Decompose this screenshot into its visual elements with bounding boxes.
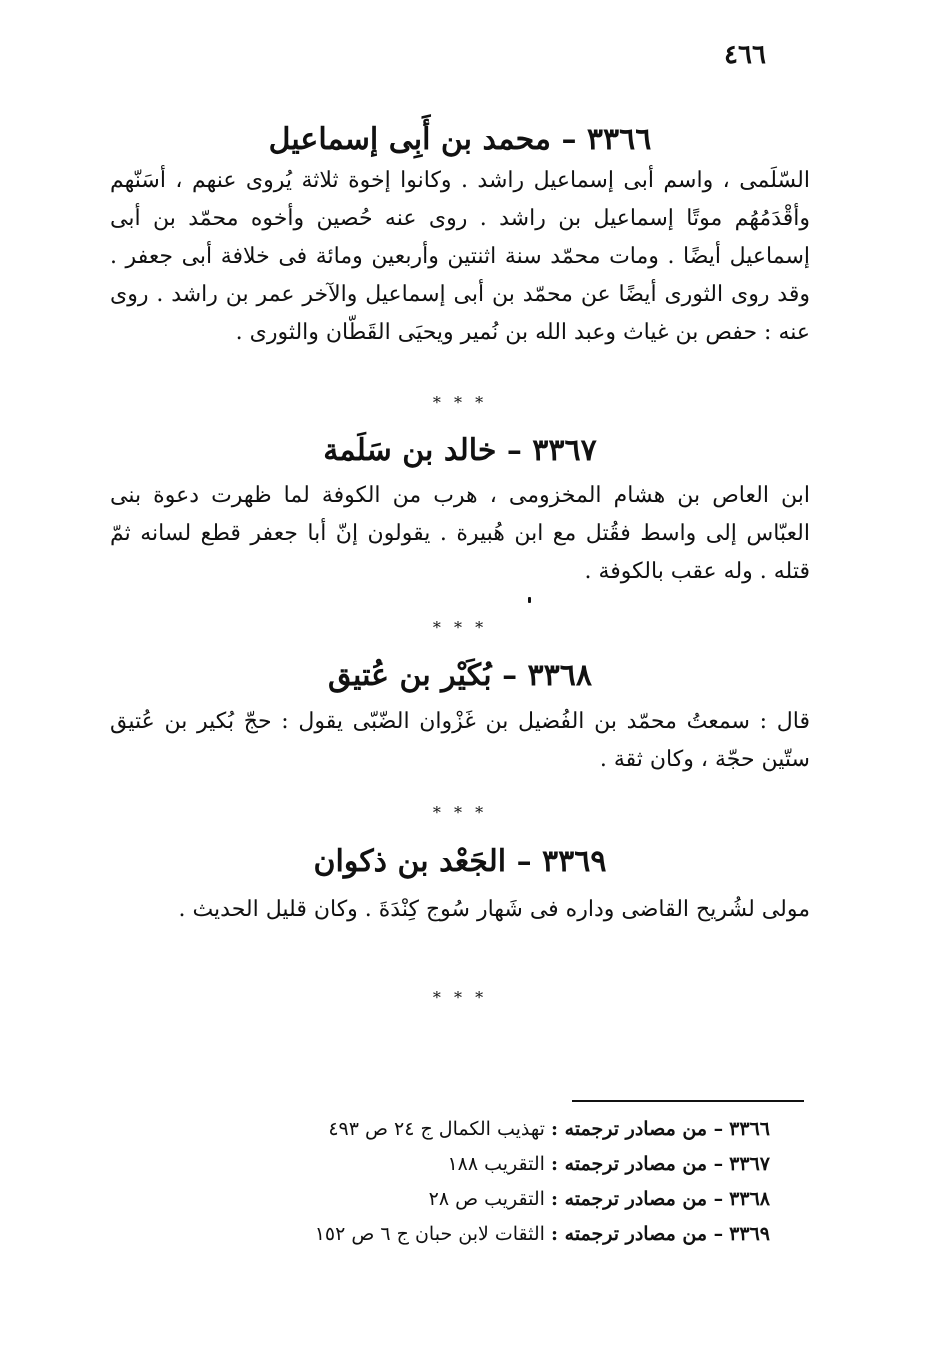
section-separator: * * *: [432, 803, 488, 822]
footnote-rule: [572, 1100, 804, 1102]
footnote-3366: [110, 1112, 770, 1147]
footnote-3369: [110, 1217, 770, 1252]
entry-title-3366: ٣٣٦٦ – محمد بن أَبِى إسماعيل: [268, 122, 652, 157]
footnote-source: تهذيب الكمال ج ٢٤ ص ٤٩٣: [328, 1118, 545, 1140]
page-number: ٤٦٦: [724, 40, 766, 70]
section-separator: * * *: [432, 988, 488, 1007]
entry-text-3366: السّلَمى ، واسم أبى إسماعيل راشد . وكانوا إخوة ثلاثة يُروى عنهم ، أسَنّهم وأقْدَمُهُم موتًا إسماعيل بن راشد . روى عنه حُصين وأخوه محمّد بن أبى إسماعيل أيضًا . ومات محمّد سنة اثنتين وأربعين ومائة فى خلافة أبى جعفر . وقد روى الثورى أيضًا عن محمّد بن أبى إسماعيل والآخر عمر بن راشد . روى عنه : حفص بن غياث وعبد الله بن نُمير ويحيَى القَطّان والثورى .: [110, 168, 810, 345]
section-separator: * * *: [432, 618, 488, 637]
entry-text-3367: ابن العاص بن هشام المخزومى ، هرب من الكوفة لما ظهرت دعوة بنى العبّاس إلى واسط فقُتل مع ابن هُبيرة . يقولون إنّ أبا جعفر قطع لسانه ثمّ قتله . وله عقب بالكوفة .: [110, 483, 810, 584]
footnote-source: التقريب ١٨٨: [447, 1153, 545, 1175]
footnote-number: ٣٣٦٦: [729, 1118, 770, 1140]
entry-text-3369: مولى لشُريح القاضى وداره فى شَهار سُوج كِنْدَةَ . وكان قليل الحديث .: [178, 897, 810, 922]
footnote-label: – من مصادر ترجمته :: [551, 1223, 724, 1245]
entry-title-3368: ٣٣٦٨ – بُكَيْر بن عُتيق: [328, 658, 592, 693]
footnote-label: – من مصادر ترجمته :: [551, 1118, 724, 1140]
section-separator: * * *: [432, 393, 488, 412]
footnote-number: ٣٣٦٨: [729, 1188, 770, 1210]
footnote-number: ٣٣٦٧: [729, 1153, 770, 1175]
stray-ink-mark: [528, 597, 531, 603]
entry-text-3368: قال : سمعتُ محمّد بن الفُضيل بن غَزْوان الضّبّى يقول : حجّ بُكير بن عُتيق ستّين حجّة ، وكان ثقة .: [110, 709, 810, 772]
footnote-label: – من مصادر ترجمته :: [551, 1188, 724, 1210]
footnote-3368: [110, 1182, 770, 1217]
footnote-source: الثقات لابن حبان ج ٦ ص ١٥٢: [314, 1223, 545, 1245]
footnotes: [110, 1112, 770, 1252]
footnote-3367: [110, 1147, 770, 1182]
entry-title-3367: ٣٣٦٧ – خالد بن سَلَمة: [323, 433, 597, 468]
footnote-label: – من مصادر ترجمته :: [551, 1153, 724, 1175]
footnote-number: ٣٣٦٩: [729, 1223, 770, 1245]
entry-title-3369: ٣٣٦٩ – الجَعْد بن ذكوان: [313, 844, 607, 879]
footnote-source: التقريب ص ٢٨: [428, 1188, 545, 1210]
